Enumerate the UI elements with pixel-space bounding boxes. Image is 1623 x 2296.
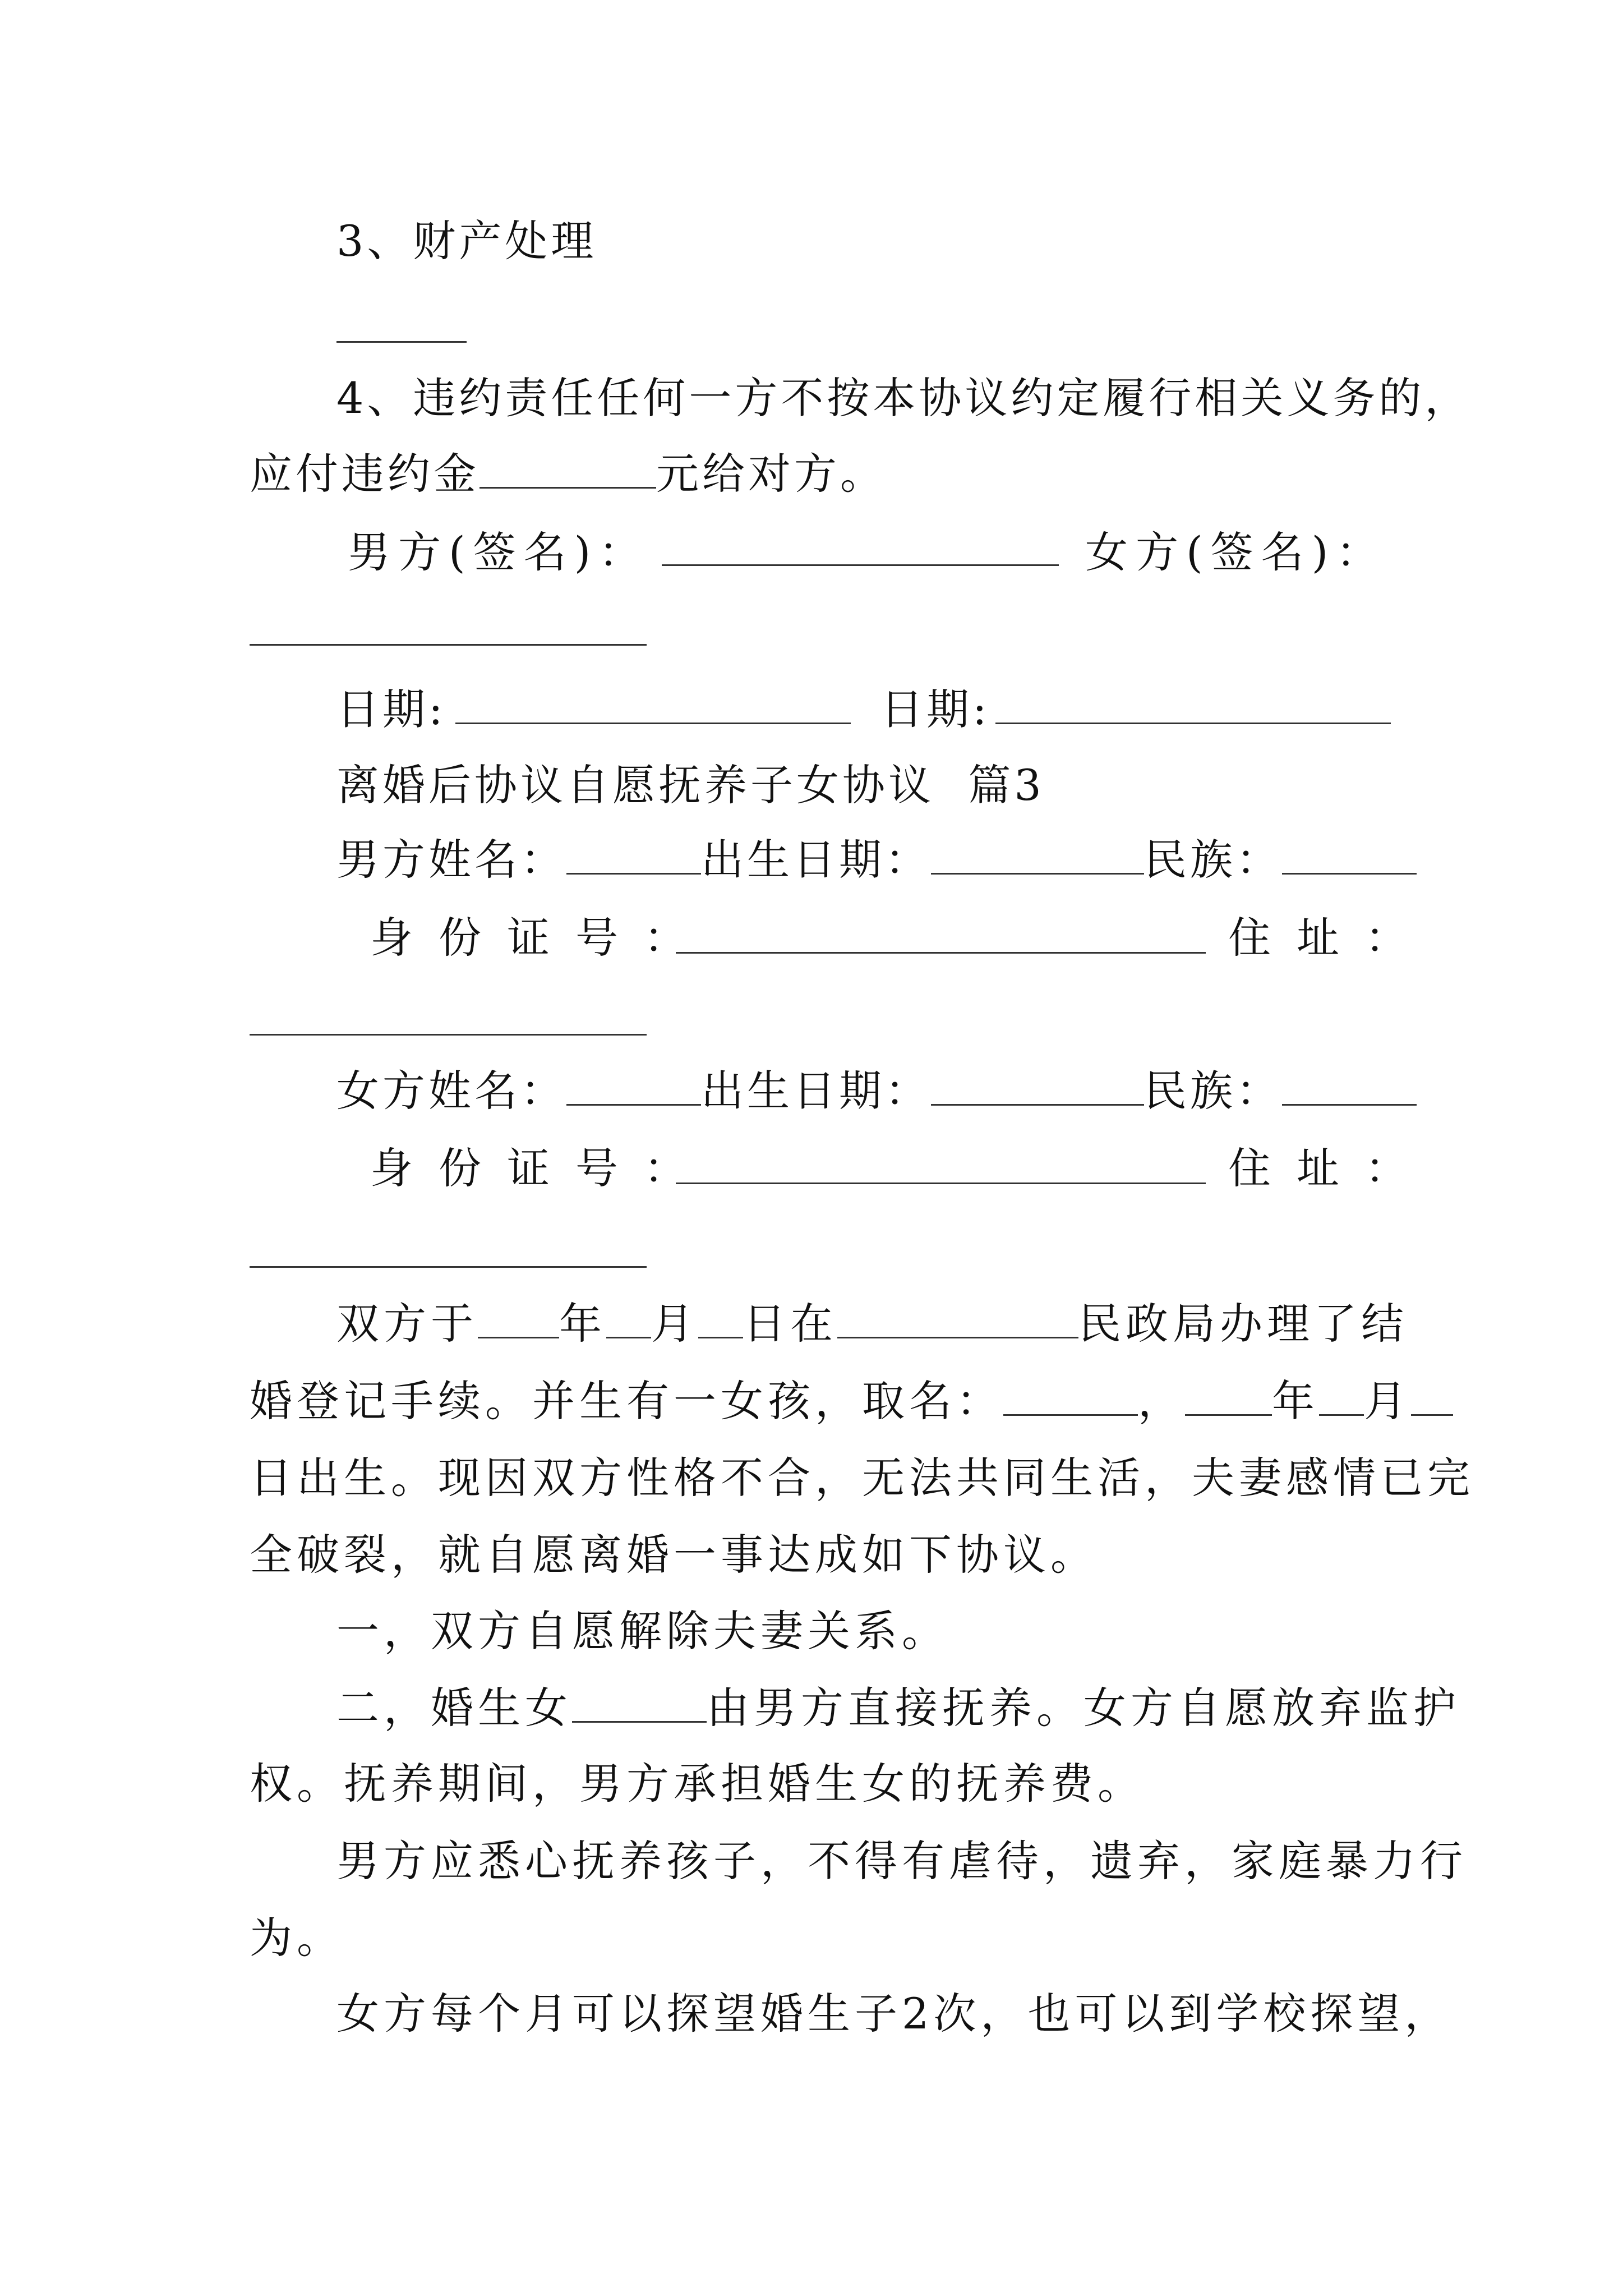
daughter-name-blank (572, 1686, 707, 1723)
male-birth-blank (931, 838, 1144, 875)
marriage-para-line-2 (250, 1373, 1453, 1429)
birth-year-blank (1185, 1379, 1272, 1416)
penalty-label: 应付违约金 (250, 449, 479, 499)
text: 月 (651, 1299, 698, 1349)
agreement-title: 离婚后协议自愿抚养子女协议 篇3 (336, 760, 1045, 810)
female-address-blank (250, 1266, 647, 1268)
child-name-blank (1003, 1379, 1138, 1416)
female-date-blank (995, 723, 1391, 724)
female-name-blank (566, 1069, 701, 1106)
male-signature-label: 男方(签名)： (348, 527, 649, 577)
female-ethnic-label: 民族： (1144, 1066, 1282, 1116)
male-name-blank (566, 838, 701, 875)
marriage-para-line-4: 全破裂，就自愿离婚一事达成如下协议。 (250, 1530, 1098, 1580)
male-address-blank (250, 1034, 647, 1036)
male-info-row (336, 832, 1417, 888)
female-id-blank (676, 1182, 1206, 1184)
text: 婚登记手续。并生有一女孩，取名： (250, 1376, 1003, 1426)
male-signature-blank (662, 564, 1059, 566)
care-line-1: 男方应悉心抚养孩子，不得有虐待，遗弃，家庭暴力行 (336, 1836, 1467, 1886)
day-blank (698, 1302, 743, 1338)
item-2-line-1 (336, 1680, 1460, 1736)
text: 年 (559, 1299, 606, 1349)
male-ethnic-blank (1282, 838, 1417, 875)
male-id-blank (676, 952, 1206, 954)
birth-day-blank (1411, 1379, 1453, 1416)
female-address-label: 住址： (1228, 1143, 1433, 1193)
bureau-blank (837, 1302, 1078, 1338)
text: 由男方直接抚养。女方自愿放弃监护 (707, 1683, 1460, 1733)
year-blank (478, 1302, 559, 1338)
male-date-label: 日期: (336, 684, 446, 734)
male-id-label: 身份证号： (370, 913, 712, 963)
text: 日在 (743, 1299, 837, 1349)
visitation-line: 女方每个月可以探望婚生子2次，也可以到学校探望， (336, 1989, 1452, 2039)
item-1: 一，双方自愿解除夫妻关系。 (336, 1606, 949, 1656)
penalty-blank (479, 452, 656, 489)
female-name-label: 女方姓名： (336, 1066, 566, 1116)
female-id-label: 身份证号： (370, 1143, 712, 1193)
male-ethnic-label: 民族： (1144, 835, 1282, 885)
penalty-suffix: 元给对方。 (656, 449, 886, 499)
text: 双方于 (336, 1299, 478, 1349)
male-name-label: 男方姓名： (336, 835, 566, 885)
female-birth-label: 出生日期： (701, 1066, 931, 1116)
section-3-heading: 3、财产处理 (336, 216, 597, 266)
blank-line (336, 341, 467, 343)
text: 月 (1364, 1376, 1411, 1426)
male-birth-label: 出生日期： (701, 835, 931, 885)
male-date-blank (455, 723, 851, 724)
male-address-label: 住址： (1228, 913, 1433, 963)
text: 二，婚生女 (336, 1683, 572, 1733)
female-signature-blank (250, 644, 647, 646)
item-2-line-2: 权。抚养期间，男方承担婚生女的抚养费。 (250, 1759, 1145, 1809)
female-info-row (336, 1063, 1417, 1119)
female-birth-blank (931, 1069, 1144, 1106)
marriage-para-line-1 (336, 1296, 1408, 1352)
text: ， (1138, 1376, 1185, 1426)
care-line-2: 为。 (250, 1913, 344, 1963)
female-ethnic-blank (1282, 1069, 1417, 1106)
birth-month-blank (1319, 1379, 1364, 1416)
month-blank (606, 1302, 651, 1338)
section-4-line-1: 4、违约责任任何一方不按本协议约定履行相关义务的， (336, 373, 1471, 423)
marriage-para-line-3: 日出生。现因双方性格不合，无法共同生活，夫妻感情已完 (250, 1453, 1474, 1503)
female-signature-label: 女方(签名)： (1085, 527, 1387, 577)
female-date-label: 日期: (880, 684, 990, 734)
text: 民政局办理了结 (1078, 1299, 1408, 1349)
section-4-line-2 (250, 446, 886, 502)
text: 年 (1272, 1376, 1319, 1426)
